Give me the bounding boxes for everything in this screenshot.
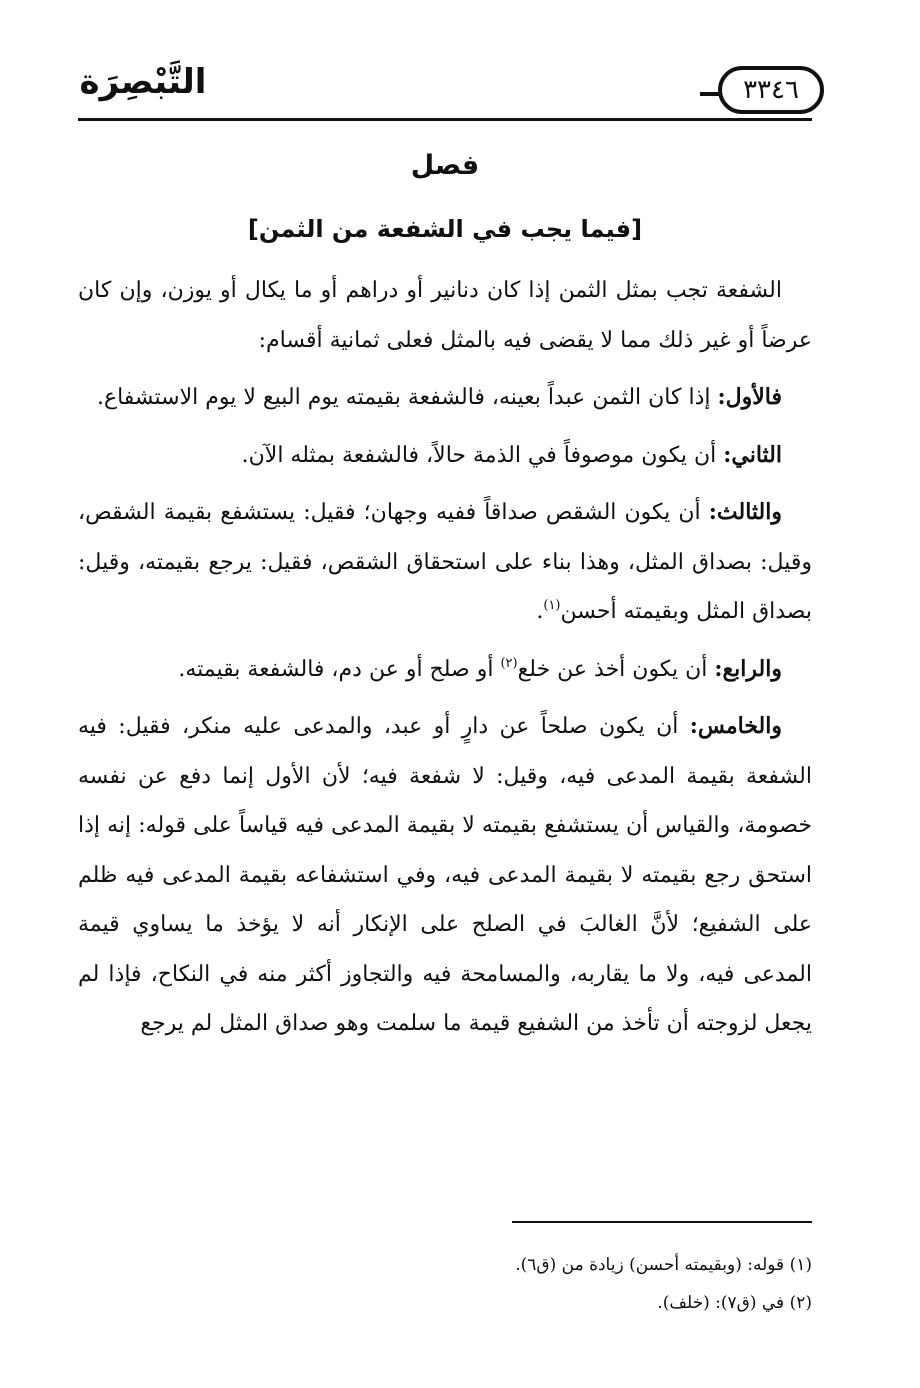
footnote-ref-2[interactable]: (٢) (500, 655, 518, 671)
paragraph-third (78, 488, 812, 637)
paragraph-fourth-text-b: أو صلح أو عن دم، فالشفعة بقيمته. (178, 656, 501, 682)
paragraph-second-text: أن يكون موصوفاً في الذمة حالاً، فالشفعة بمثله الآن. (241, 442, 724, 468)
paragraph-intro: الشفعة تجب بمثل الثمن إذا كان دنانير أو دراهم أو ما يكال أو يوزن، وإن كان عرضاً أو غير ذلك مما لا يقضى فيه بالمثل فعلى ثمانية أقسام: (78, 278, 812, 353)
header-rule (78, 118, 812, 121)
page-number-badge (718, 66, 824, 114)
paragraph-second (78, 431, 812, 481)
paragraph-fourth-text-a: أن يكون أخذ عن خلع (517, 656, 715, 682)
footnote-1: (١) قوله: (وبقيمته أحسن) زيادة من (ق٦). (515, 1255, 812, 1275)
paragraph-fourth (78, 645, 812, 695)
running-title-logo: التَّبْصِرَة (79, 62, 207, 102)
footnote-separator (512, 1221, 812, 1223)
footnote-2: (٢) في (ق٧): (خلف). (657, 1293, 812, 1313)
paragraph-fifth (78, 702, 812, 1049)
section-subtitle: [فيما يجب في الشفعة من الثمن] (247, 215, 643, 243)
paragraph-third-text: أن يكون الشقص صداقاً ففيه وجهان؛ فقيل: يستشفع بقيمة الشقص، وقيل: بصداق المثل، وهذا بناء على استحقاق الشقص، فقيل: يرجع بقيمته، وقيل: بصداق المثل وبقيمته أحسن (78, 500, 812, 624)
paragraph-fifth-text: أن يكون صلحاً عن دارٍ أو عبد، والمدعى عليه منكر، فقيل: فيه الشفعة بقيمة المدعى فيه، وقيل: لا شفعة فيه؛ لأن الأول إنما دفع عن نفسه خصومة، والقياس أن يستشفع بقيمته لا بقيمة المدعى فيه قياساً على قوله: إنه إذا استحق رجع بقيمته لا بقيمة المدعى فيه، وفي استشفاعه بقيمة المدعى فيه ظلم على الشفيع؛ لأنَّ الغالبَ في الصلح على الإنكار أنه لا يؤخذ ما يساوي قيمة المدعى فيه، ولا ما يقاربه، والمسامحة فيه والتجاوز أكثر منه في النكاح، فإذا لم يجعل لزوجته أن تأخذ من الشفيع قيمة ما سلمت وهو صداق المثل لم يرجع (78, 714, 812, 1036)
paragraph-third-term: والثالث: (708, 499, 782, 525)
body-text (78, 266, 812, 1049)
paragraph-fourth-term: والرابع: (714, 655, 782, 682)
paragraph-first (78, 373, 812, 423)
paragraph-first-text: إذا كان الثمن عبداً بعينه، فالشفعة بقيمته يوم البيع لا يوم الاستشفاع. (96, 385, 718, 410)
paragraph-second-term: الثاني: (723, 441, 782, 468)
page-number: ٣٣٤٦ (743, 75, 799, 105)
footnote-ref-1[interactable]: (١) (543, 598, 561, 613)
paragraph-first-term: فالأول: (717, 384, 782, 410)
footnotes (78, 1246, 812, 1322)
paragraph-fifth-term: والخامس: (689, 713, 782, 739)
section-title: فصل (410, 150, 480, 181)
paragraph-third-end: . (536, 599, 544, 624)
